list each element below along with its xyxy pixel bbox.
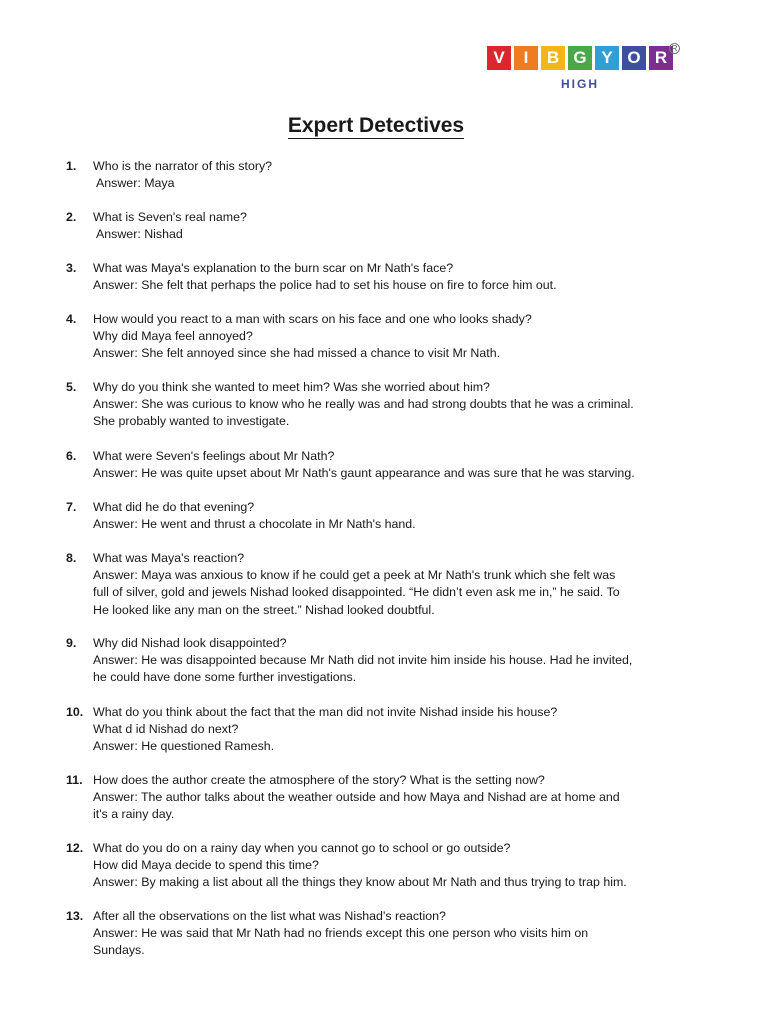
question-text: Who is the narrator of this story? [93, 159, 273, 173]
answer-line: Answer: Maya was anxious to know if he could get a peek at Mr Nath's trunk which she felt was [93, 568, 616, 583]
question-body [93, 772, 698, 824]
question-text: After all the observations on the list what was Nishad's reaction? [93, 909, 446, 923]
question-body [93, 158, 698, 192]
registered-mark-icon: R [669, 43, 680, 54]
answer-line: Answer: He was said that Mr Nath had no friends except this one person who visits him on [93, 926, 589, 941]
question-text: What did he do that evening? [93, 500, 255, 514]
question-number: 3. [66, 261, 77, 275]
question-number: 13. [66, 909, 84, 923]
answer-line: Answer: Maya [96, 176, 175, 191]
question-body [93, 550, 698, 619]
question-number: 6. [66, 449, 77, 463]
answer-line: Answer: By making a list about all the things they know about Mr Nath and thus trying to trap him. [93, 875, 627, 890]
page-title: Expert Detectives [287, 114, 465, 137]
question-body [93, 379, 698, 431]
question-number: 4. [66, 312, 77, 326]
logo-letter: B [541, 46, 565, 70]
answer-line: Answer: The author talks about the weather outside and how Maya and Nishad are at home and [93, 790, 620, 805]
question-body [93, 908, 698, 960]
answer-line: Answer: She felt that perhaps the police had to set his house on fire to force him out. [93, 278, 557, 293]
logo-letter: G [568, 46, 592, 70]
text-line: She probably wanted to investigate. [93, 414, 290, 429]
question-number: 7. [66, 500, 77, 514]
question-text: How does the author create the atmosphere of the story? What is the setting now? [93, 773, 545, 787]
question-number: 1. [66, 159, 77, 173]
text-line: full of silver, gold and jewels Nishad looked disappointed. “He didn’t even ask me in,” he said. To [93, 585, 620, 600]
question-number: 8. [66, 551, 77, 565]
question-number: 2. [66, 210, 77, 224]
question-body [93, 840, 698, 892]
text-line: Why did Maya feel annoyed? [93, 329, 253, 344]
logo-letter: Y [595, 46, 619, 70]
answer-line: Answer: She felt annoyed since she had missed a chance to visit Mr Nath. [93, 346, 501, 361]
text-line: What d id Nishad do next? [93, 722, 239, 737]
question-text: What is Seven's real name? [93, 210, 247, 224]
question-text: Why did Nishad look disappointed? [93, 636, 287, 650]
text-line: he could have done some further investigations. [93, 670, 357, 685]
question-text: How would you react to a man with scars on his face and one who looks shady? [93, 312, 532, 326]
question-number: 12. [66, 841, 84, 855]
answer-line: Answer: Nishad [96, 227, 183, 242]
logo-subtitle: HIGH [561, 77, 599, 91]
question-body [93, 448, 698, 482]
answer-line: Answer: He was disappointed because Mr Nath did not invite him inside his house. Had he invited, [93, 653, 633, 668]
text-line: it's a rainy day. [93, 807, 175, 822]
answer-line: Answer: She was curious to know who he really was and had strong doubts that he was a criminal. [93, 397, 634, 412]
answer-line: Answer: He was quite upset about Mr Nath's gaunt appearance and was sure that he was starving. [93, 466, 635, 481]
question-text: What do you think about the fact that the man did not invite Nishad inside his house? [93, 705, 558, 719]
logo-letter: R [649, 46, 673, 70]
question-body [93, 704, 698, 756]
question-text: What were Seven's feelings about Mr Nath? [93, 449, 335, 463]
question-number: 10. [66, 705, 84, 719]
question-body [93, 209, 698, 243]
question-text: What do you do on a rainy day when you cannot go to school or go outside? [93, 841, 511, 855]
text-line: He looked like any man on the street.” Nishad looked doubtful. [93, 602, 435, 617]
logo-letter: O [622, 46, 646, 70]
text-line: How did Maya decide to spend this time? [93, 858, 319, 873]
text-line: Sundays. [93, 943, 145, 958]
question-number: 5. [66, 380, 77, 394]
question-body [93, 499, 698, 533]
question-number: 9. [66, 636, 77, 650]
question-text: What was Maya's reaction? [93, 551, 245, 565]
question-body [93, 635, 698, 687]
question-number: 11. [66, 773, 83, 787]
logo-letter: I [514, 46, 538, 70]
question-text: What was Maya's explanation to the burn scar on Mr Nath's face? [93, 261, 454, 275]
question-body [93, 311, 698, 363]
question-body [93, 260, 698, 294]
answer-line: Answer: He went and thrust a chocolate in Mr Nath's hand. [93, 517, 416, 532]
question-text: Why do you think she wanted to meet him? Was she worried about him? [93, 380, 490, 394]
answer-line: Answer: He questioned Ramesh. [93, 739, 275, 754]
logo-letter: V [487, 46, 511, 70]
